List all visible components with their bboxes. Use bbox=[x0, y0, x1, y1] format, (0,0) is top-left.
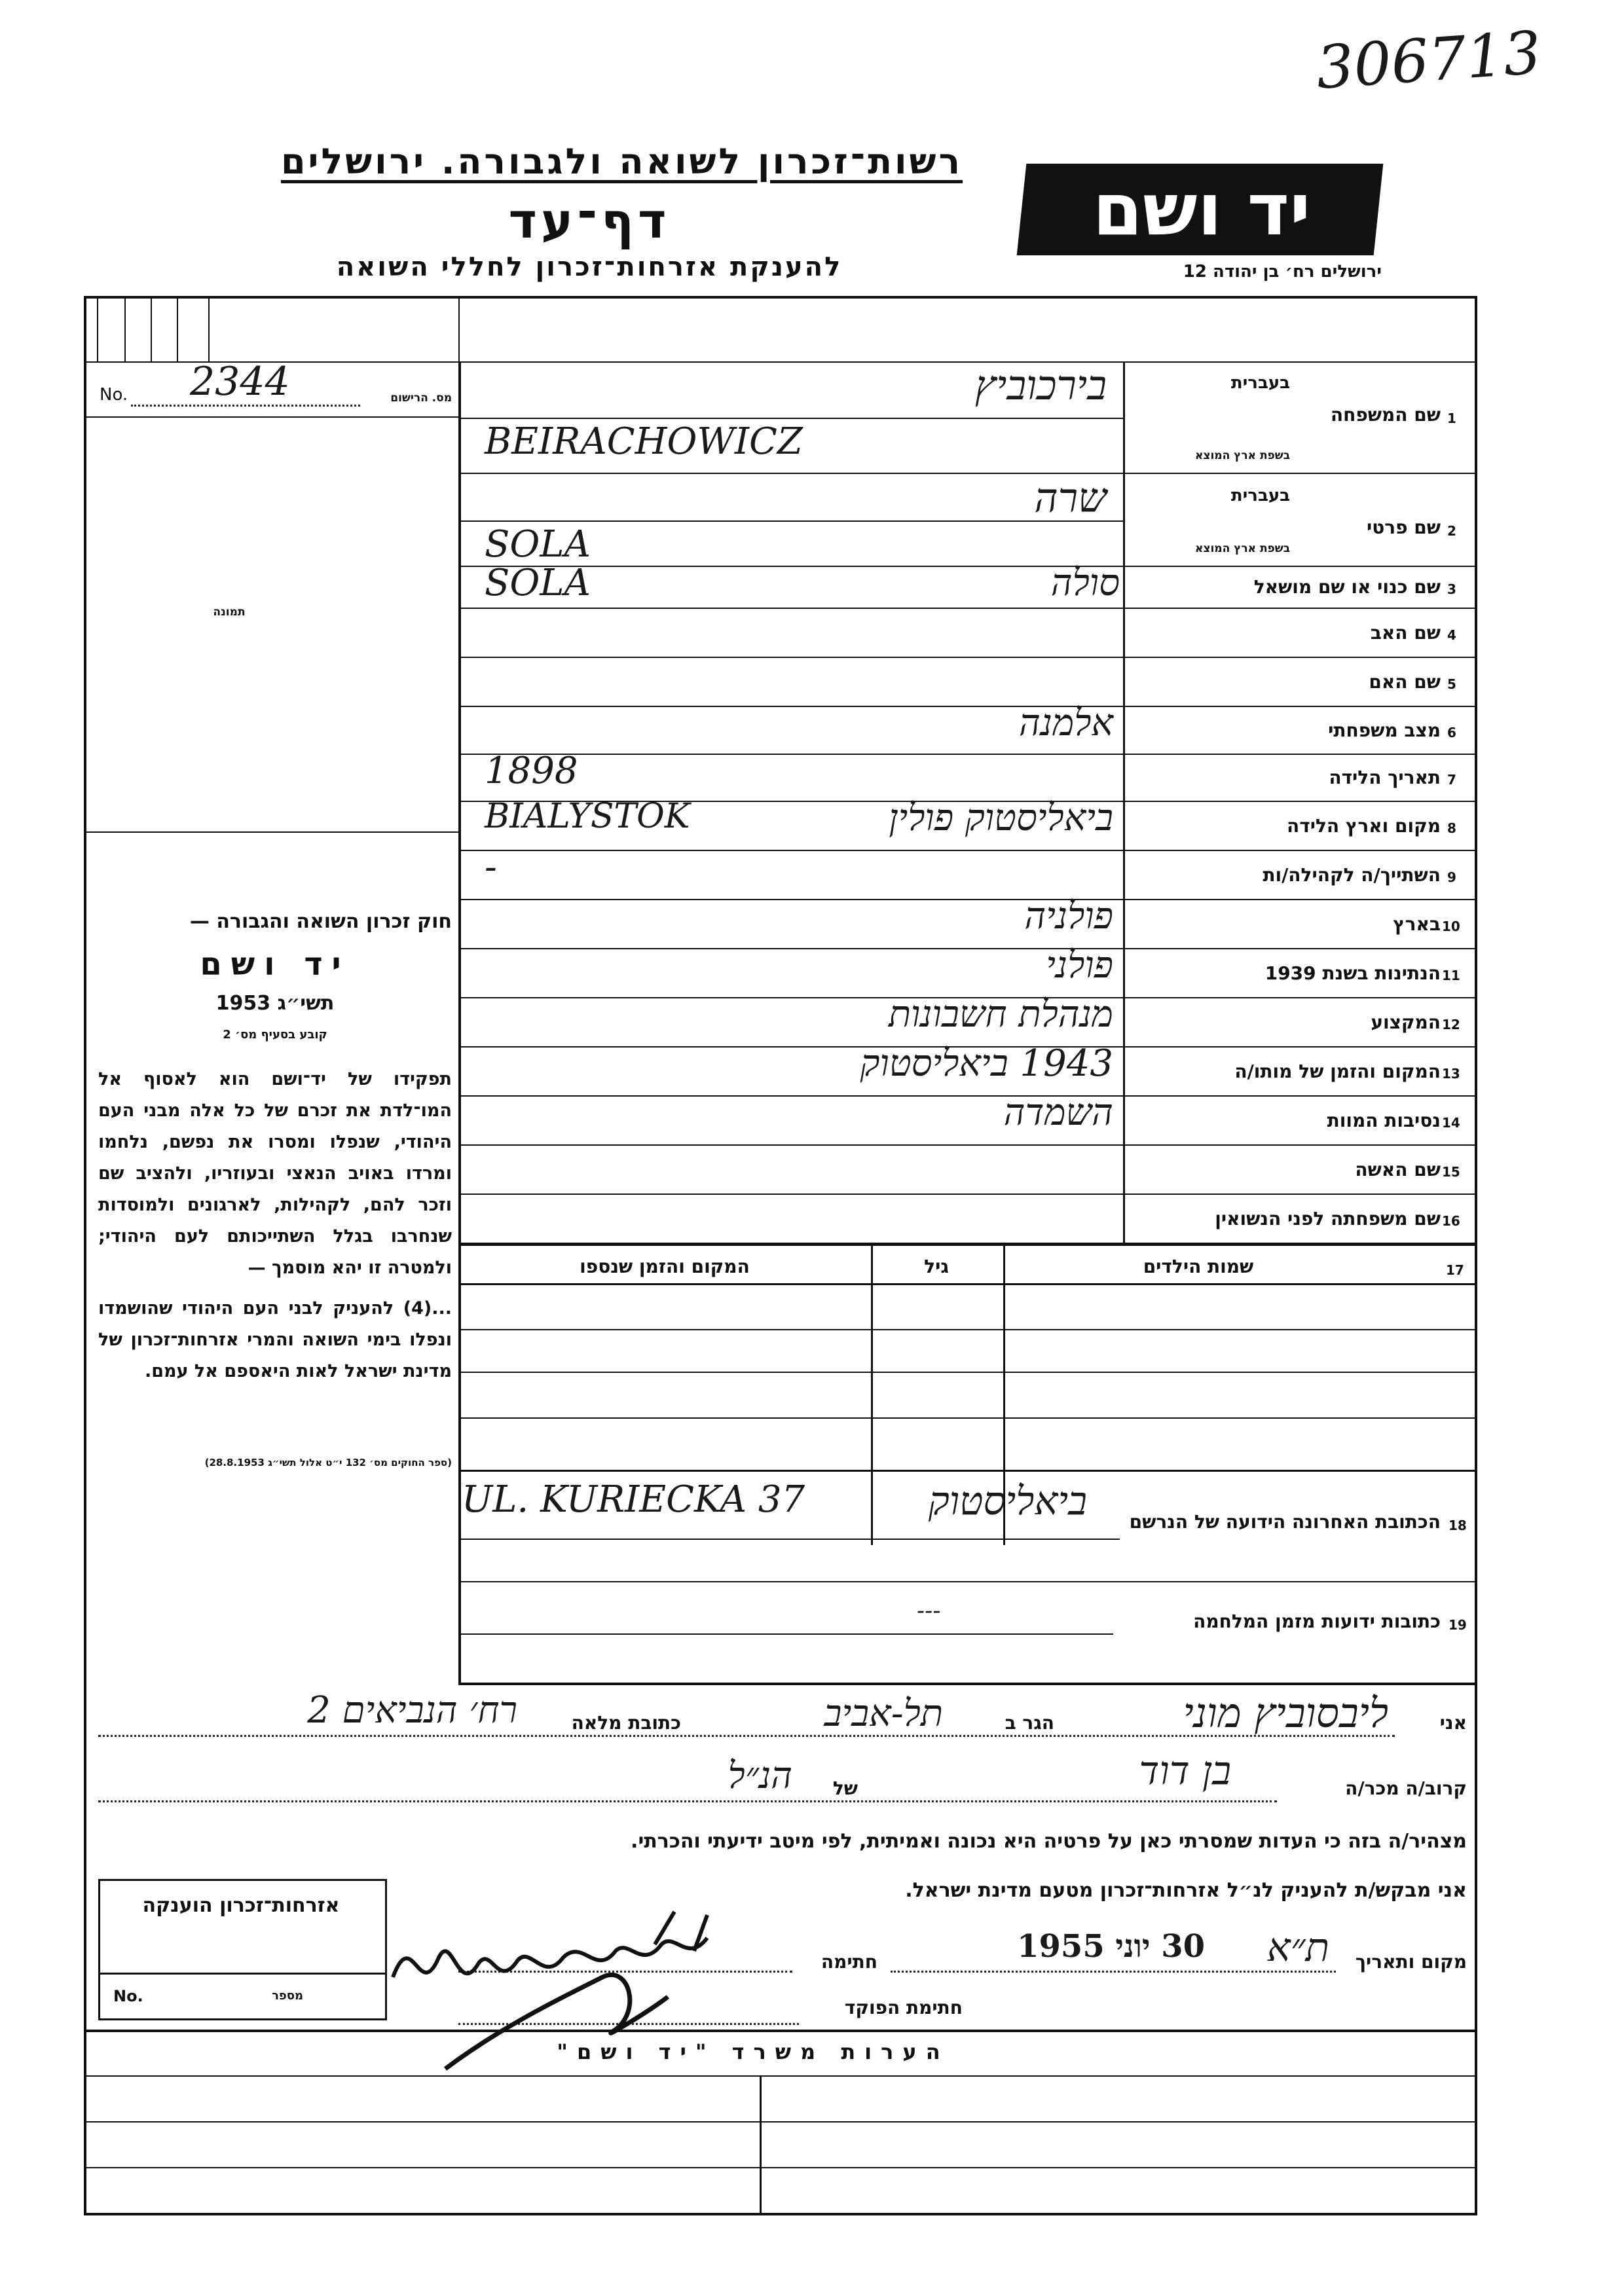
field-num: 7 bbox=[1447, 772, 1456, 788]
field-num: 8 bbox=[1447, 820, 1456, 836]
children-row-line bbox=[458, 1372, 1477, 1373]
field-num: 9 bbox=[1447, 869, 1456, 885]
field-num: 4 bbox=[1447, 627, 1456, 643]
law-body: תפקידו של יד־ושם הוא לאסוף אל המו־לדת את זכרם של כל אלה מבני העם היהודי, שנפלו ומסרו את נפשם, נלחמו ומרדו באויב הנאצי ובעוזריו, ולהציב שם וזכר להם, לקהילות, לארגונים ולמוסדות שנחרבו בגלל השתייכותם לעם היהודי; ולמטרה זו יהא מוסמך — bbox=[98, 1069, 452, 1278]
decl-statement: מצהיר/ה בזה כי העדות שמסרתי כאן על פרטיה היא נכונה ואמיתית, לפי מיטב ידיעתי והכרתי. bbox=[631, 1830, 1467, 1853]
field-value: אלמנה bbox=[1018, 702, 1113, 744]
children-num: 17 bbox=[1446, 1262, 1464, 1278]
field-label: המקצוע bbox=[1371, 1011, 1441, 1033]
field-label: תאריך הלידה bbox=[1329, 767, 1441, 788]
registration-line bbox=[84, 416, 461, 418]
last-address-label: הכתובת האחרונה הידועה של הנרשם bbox=[1129, 1511, 1441, 1533]
date-line bbox=[891, 1971, 1336, 1973]
law-footer: (ספר החוקים מס׳ 132 י״ט אלול תשי״ג 28.8.1953) bbox=[204, 1457, 452, 1468]
field-row-5 bbox=[458, 658, 1477, 707]
decl-relation-value: בן דוד bbox=[1139, 1748, 1231, 1794]
notes-divider bbox=[760, 2075, 762, 2213]
header-line1: רשות־זכרון לשואה ולגבורה. ירושלים bbox=[280, 141, 963, 182]
frame-bottom bbox=[84, 2213, 1477, 2215]
field-value-hebrew: סולה bbox=[1050, 562, 1120, 604]
children-row-line bbox=[458, 1417, 1477, 1419]
decl-name-value: ליבסוביץ מוני bbox=[1183, 1689, 1388, 1737]
field-value-hebrew: בירכוביץ bbox=[974, 361, 1107, 409]
last-address-line-2 bbox=[458, 1581, 1477, 1582]
children-bottom-line bbox=[458, 1470, 1477, 1472]
field-row-2 bbox=[458, 474, 1477, 567]
field-row-15 bbox=[458, 1146, 1477, 1195]
field-value: מנהלת חשבונות bbox=[888, 993, 1113, 1036]
decl-city-value: תל-אביב bbox=[824, 1692, 943, 1735]
form-title: דף־עד bbox=[508, 193, 671, 249]
law-year: תשי״ג 1953 bbox=[215, 992, 335, 1015]
certificate-box bbox=[98, 1879, 387, 2020]
war-address-line-2 bbox=[458, 1683, 1477, 1685]
decl-ani: אני bbox=[1439, 1712, 1467, 1734]
decl-resides: הגר ב bbox=[1005, 1712, 1054, 1734]
logo-text: יד ושם bbox=[1092, 168, 1311, 251]
decl-of-value: הנ״ל bbox=[728, 1755, 792, 1797]
field-label: שם האב bbox=[1370, 621, 1441, 644]
law-name: יד ושם bbox=[200, 946, 350, 983]
field-value: ביאליסטוק פולין bbox=[889, 797, 1113, 839]
law-clause: קובע בסעיף מס׳ 2 bbox=[223, 1028, 327, 1042]
field-label: שם כנוי או שם מושאל bbox=[1253, 576, 1441, 598]
notes-header-line bbox=[84, 2075, 1477, 2077]
decl-full-address: כתובת מלאה bbox=[571, 1712, 681, 1734]
header-line3: להענקת אזרחות־זכרון לחללי השואה bbox=[336, 252, 843, 282]
field-label: השתייך/ה לקהילה/ות bbox=[1263, 864, 1441, 886]
date-value: 30 יוני 1955 bbox=[1017, 1928, 1205, 1965]
place-value: ת״א bbox=[1266, 1925, 1329, 1971]
children-row-line bbox=[458, 1329, 1477, 1330]
notes-line-2 bbox=[84, 2167, 1477, 2168]
field-num: 6 bbox=[1447, 724, 1456, 740]
field-label: שם המשפחה bbox=[1330, 404, 1441, 426]
field-row-8 bbox=[458, 797, 1477, 851]
field-num: 3 bbox=[1447, 581, 1456, 597]
field-row-10 bbox=[458, 895, 1477, 949]
place-date-label: מקום ותאריך bbox=[1355, 1951, 1467, 1973]
frame-left bbox=[84, 296, 86, 2214]
decl-request: אני מבקש/ת להעניק לנ״ל אזרחות־זכרון מטעם מדינת ישראל. bbox=[905, 1879, 1467, 1902]
field-label: שם האשה bbox=[1355, 1158, 1441, 1180]
logo-address: ירושלים רח׳ בן יהודה 12 bbox=[1183, 262, 1382, 282]
certificate-no: No. bbox=[113, 1987, 143, 2005]
certificate-number-label: מספר bbox=[272, 1989, 303, 2003]
field-row-14 bbox=[458, 1091, 1477, 1146]
decl-line-2 bbox=[98, 1800, 1277, 1802]
field-sublabel-origin: בשפת ארץ המוצא bbox=[1194, 449, 1290, 462]
archive-number: 306713 bbox=[1314, 18, 1543, 103]
field-num: 13 bbox=[1442, 1065, 1460, 1082]
field-label: הנתינות בשנת 1939 bbox=[1264, 962, 1441, 984]
last-address-value-he: ביאליסטוק bbox=[928, 1478, 1087, 1524]
field-row-16 bbox=[458, 1195, 1477, 1244]
band-divider-3 bbox=[97, 299, 98, 361]
field-num: 16 bbox=[1442, 1212, 1460, 1229]
children-header-line bbox=[458, 1283, 1477, 1285]
war-address-label: כתובות ידועות מזמן המלחמה bbox=[1193, 1611, 1441, 1632]
field-row-3 bbox=[458, 562, 1477, 609]
field-label: מצב משפחתי bbox=[1328, 719, 1441, 741]
decl-address-value: רח׳ הנביאים 2 bbox=[307, 1689, 517, 1732]
band-divider-6 bbox=[177, 299, 178, 361]
band-divider-1 bbox=[208, 299, 210, 361]
notes-top-line bbox=[84, 2030, 1477, 2032]
certificate-divider bbox=[100, 1973, 385, 1975]
field-num: 1 bbox=[1447, 410, 1456, 426]
field-value: 1898 bbox=[485, 750, 578, 792]
war-address-num: 19 bbox=[1449, 1617, 1467, 1633]
law-clause4: ...(4) להעניק לבני העם היהודי שהושמדו ונפלו בימי השואה והמרי אזרחות־זכרון של מדינת ישראל לאות היאספם אל עמם. bbox=[98, 1298, 452, 1381]
field-row-4 bbox=[458, 609, 1477, 658]
band-divider-5 bbox=[151, 299, 152, 361]
field-sublabel-origin: בשפת ארץ המוצא bbox=[1194, 542, 1290, 555]
decl-relative: קרוב/ה מכר/ה bbox=[1345, 1777, 1467, 1799]
field-label: נסיבות המוות bbox=[1327, 1109, 1441, 1131]
officer-signature-label: חתימת הפוקד bbox=[844, 1997, 963, 2018]
field-num: 2 bbox=[1447, 523, 1456, 539]
signature-label: חתימה bbox=[821, 1951, 877, 1973]
registration-number: 2344 bbox=[190, 359, 290, 405]
field-sublabel-hebrew: בעברית bbox=[1230, 486, 1290, 505]
field-row-11 bbox=[458, 944, 1477, 998]
field-row-9 bbox=[458, 846, 1477, 900]
field-num: 5 bbox=[1447, 676, 1456, 692]
band-divider-4 bbox=[124, 299, 126, 361]
field-row-6 bbox=[458, 702, 1477, 755]
field-label: בארץ bbox=[1393, 913, 1441, 935]
children-col-names: שמות הילדים bbox=[1143, 1256, 1254, 1277]
field-num: 11 bbox=[1442, 967, 1460, 983]
field-row-7 bbox=[458, 750, 1477, 802]
field-value-origin: SOLA bbox=[485, 523, 591, 566]
field-value: פולני bbox=[1046, 944, 1113, 987]
field-sublabel-hebrew: בעברית bbox=[1230, 373, 1290, 393]
field-label: שם משפחתה לפני הנשואין bbox=[1215, 1207, 1441, 1230]
field-value: פולניה bbox=[1024, 895, 1113, 938]
field-value-origin: BIALYSTOK bbox=[485, 797, 690, 836]
field-mid-line bbox=[458, 418, 1123, 419]
last-address-line-1 bbox=[458, 1539, 1120, 1540]
field-row-13 bbox=[458, 1042, 1477, 1097]
field-label: המקום והזמן של מותו/ה bbox=[1234, 1060, 1441, 1082]
children-top-line bbox=[458, 1244, 1477, 1246]
frame-top bbox=[84, 296, 1477, 299]
notes-line-1 bbox=[84, 2121, 1477, 2123]
registration-dotline bbox=[131, 405, 360, 407]
photo-label: תמונה bbox=[213, 606, 246, 619]
field-num: 15 bbox=[1442, 1163, 1460, 1180]
field-value-origin: BEIRACHOWICZ bbox=[485, 420, 803, 463]
field-label: מקום וארץ הלידה bbox=[1287, 814, 1441, 837]
field-value: SOLA bbox=[485, 562, 591, 604]
war-address-value: --- bbox=[917, 1597, 941, 1624]
war-address-line-1 bbox=[458, 1633, 1113, 1635]
law-title: חוק זכרון השואה והגבורה — bbox=[189, 910, 452, 933]
field-label: שם האם bbox=[1369, 670, 1441, 693]
children-col-age: גיל bbox=[924, 1256, 949, 1277]
field-num: 14 bbox=[1442, 1114, 1460, 1131]
band-divider-2 bbox=[458, 299, 460, 361]
certificate-title: אזרחות־זכרון הוענקה bbox=[142, 1894, 340, 1917]
field-value: - bbox=[485, 846, 497, 888]
decl-of: של bbox=[832, 1777, 858, 1799]
registration-label: מס. הרישום bbox=[390, 392, 452, 405]
field-value: 1943 ביאליסטוק bbox=[860, 1042, 1113, 1085]
photo-bottom-line bbox=[84, 831, 461, 833]
last-address-value: UL. KURIECKA 37 bbox=[462, 1478, 805, 1521]
field-label: שם פרטי bbox=[1366, 517, 1441, 538]
field-value: השמדה bbox=[1003, 1091, 1113, 1134]
field-num: 12 bbox=[1442, 1016, 1460, 1032]
field-row-1 bbox=[458, 361, 1477, 474]
field-value-hebrew: שרה bbox=[1034, 474, 1107, 522]
last-address-num: 18 bbox=[1449, 1518, 1467, 1533]
children-col-place: המקום והזמן שנספו bbox=[580, 1256, 750, 1277]
registration-no-label: No. bbox=[100, 385, 128, 405]
field-num: 10 bbox=[1442, 918, 1460, 934]
notes-title: הערות משרד "יד ושם" bbox=[557, 2039, 950, 2064]
field-row-12 bbox=[458, 993, 1477, 1048]
